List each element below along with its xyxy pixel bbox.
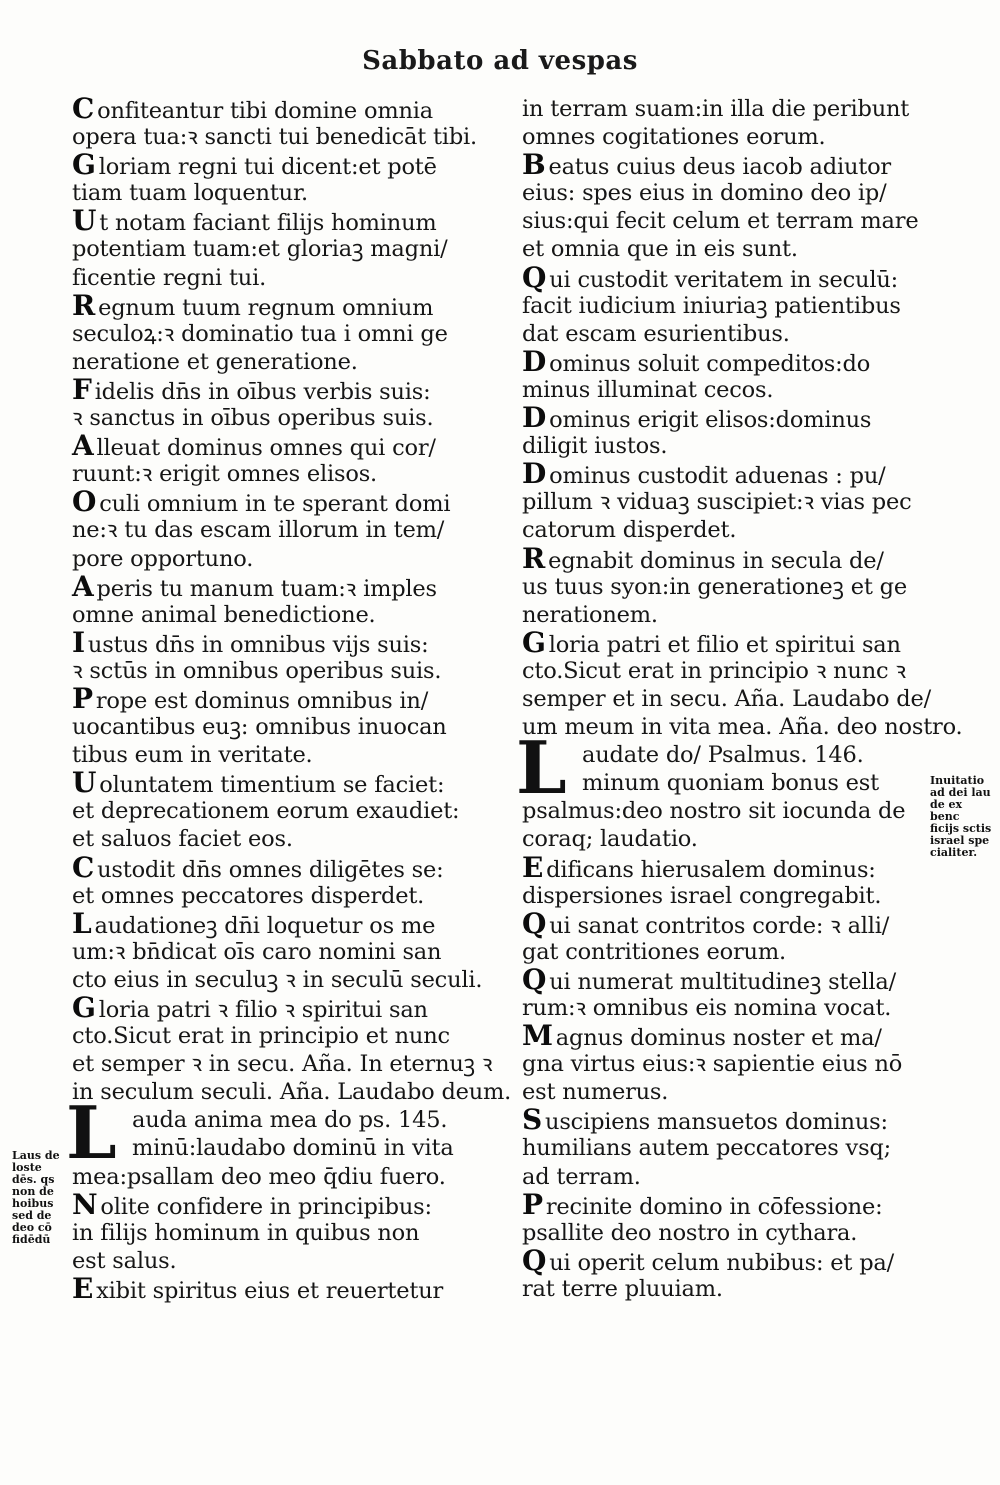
text-line [522, 123, 924, 151]
line-text: et deprecationem eorum exaudiet: [72, 798, 460, 825]
line-text: et semper ꝛ in secu. Aña. In eternuꝫ ꝛ [72, 1051, 493, 1078]
text-line [72, 713, 482, 741]
verse-initial: D [522, 401, 547, 435]
verse-initial: D [522, 457, 547, 491]
line-text: psalmus:deo nostro sit iocunda de [522, 798, 906, 825]
line-text: ꝛ sanctus in oībus operibus suis. [72, 405, 434, 432]
text-line [522, 320, 924, 348]
line-text: cto.Sicut erat in principio ꝛ nunc ꝛ [522, 657, 906, 684]
margin-note-right: Inuitatio ad dei lau de ex benc ficijs sctis israel spe cialiter. [930, 774, 992, 859]
text-line [522, 401, 924, 435]
line-text: dat escam esurientibus. [522, 320, 790, 347]
line-text: rum:ꝛ omnibus eis nomina vocat. [522, 995, 892, 1021]
text-line [72, 460, 482, 488]
text-line [72, 569, 482, 603]
line-text: uscipiens mansuetos dominus: [545, 1109, 888, 1136]
text-line [72, 264, 482, 292]
verse-initial: Q [522, 962, 547, 996]
line-text: peris tu manum tuam:ꝛ imples [96, 575, 437, 602]
text-line [72, 797, 482, 825]
verse-initial: G [72, 148, 96, 182]
text-line [72, 825, 482, 853]
decorated-initial: L [516, 725, 567, 811]
line-text: et saluos faciet eos. [72, 826, 293, 853]
text-line [522, 994, 924, 1022]
line-text: agnus dominus noster et ma/ [555, 1025, 882, 1052]
line-text: cto.Sicut erat in principio et nunc [72, 1023, 450, 1050]
verse-initial: L [72, 906, 92, 940]
verse-initial: C [72, 92, 95, 125]
verse-initial: E [522, 850, 544, 884]
line-text: onfiteantur tibi domine omnia [97, 98, 433, 124]
line-text: in filijs hominum in quibus non [72, 1219, 420, 1246]
verse-initial: P [522, 1187, 543, 1221]
text-line [522, 516, 924, 544]
line-text: psallite deo nostro in cythara. [522, 1219, 858, 1246]
text-line [522, 769, 924, 797]
line-text: semper et in secu. Aña. Laudabo de/ [522, 685, 931, 712]
line-text: neratione et generatione. [72, 348, 358, 375]
line-text: dificans hierusalem dominus: [546, 856, 876, 883]
verse-initial: Q [522, 1243, 547, 1277]
text-line [72, 348, 482, 376]
line-text: omnes cogitationes eorum. [522, 124, 826, 151]
line-text: uocantibus euꝫ: omnibus inuocan [72, 714, 447, 741]
line-text: et omnes peccatores disperdet. [72, 882, 425, 909]
line-text: rat terre pluuiam. [522, 1275, 723, 1302]
verse-initial: U [72, 766, 97, 800]
line-text: tiam tuam loquentur. [72, 180, 308, 207]
text-line [72, 1271, 482, 1305]
text-line [72, 1078, 512, 1106]
text-line [522, 962, 924, 996]
text-line [522, 148, 924, 182]
text-line [72, 1247, 482, 1275]
line-text: culi omnium in te sperant domi [99, 491, 451, 518]
line-text: eius: spes eius in domino deo ip/ [522, 180, 887, 207]
text-line [72, 204, 482, 238]
text-line [522, 1050, 924, 1078]
line-text: ficentie regni tui. [72, 264, 267, 291]
line-text: coraq; laudatio. [522, 826, 698, 853]
line-text: egnum tuum regnum omnium [98, 294, 434, 321]
text-line [522, 882, 924, 910]
text-line [72, 1163, 482, 1191]
text-line [522, 1275, 924, 1303]
text-line [72, 850, 482, 884]
line-text: ustus dn̄s in omnibus vijs suis: [87, 631, 429, 658]
text-line [522, 685, 931, 713]
left-column [66, 92, 512, 1305]
text-line [522, 260, 924, 294]
text-line [72, 92, 482, 125]
line-text: tibus eum in veritate. [72, 742, 313, 769]
text-line [72, 1022, 482, 1050]
text-line [72, 288, 482, 322]
verse-initial: G [522, 625, 546, 659]
line-text: ne:ꝛ tu das escam illorum in tem/ [72, 517, 445, 544]
text-line [72, 681, 482, 715]
text-line [72, 148, 482, 182]
line-text: ominus soluit compeditos:do [549, 350, 871, 377]
text-line [522, 797, 924, 825]
line-text: loria patri et filio et spiritui san [548, 631, 901, 658]
running-head: Sabbato ad vespas [362, 46, 638, 76]
line-text: ustodit dn̄s omnes diligētes se: [97, 856, 444, 883]
line-text: um:ꝛ bn̄dicat oīs caro nomini san [72, 938, 442, 965]
text-line [522, 541, 924, 575]
text-line [522, 573, 924, 601]
text-line [72, 372, 482, 406]
text-line [72, 320, 482, 348]
verse-initial: R [522, 541, 546, 575]
line-text: mea:psallam deo meo q̄diu fuero. [72, 1163, 446, 1190]
line-text: humilians autem peccatores vsq; [522, 1135, 891, 1162]
line-text: diligit iustos. [522, 433, 668, 460]
verse-initial: G [72, 991, 96, 1024]
text-line [522, 432, 924, 460]
line-text: ad terram. [522, 1163, 641, 1190]
line-text: ui operit celum nubibus: et pa/ [549, 1249, 895, 1276]
line-text: ui custodit veritatem in seculū: [549, 266, 899, 293]
text-line [522, 906, 924, 940]
line-text: seculoꝝ:ꝛ dominatio tua i omni ge [72, 320, 448, 347]
line-text: dispersiones israel congregabit. [522, 882, 882, 909]
line-text: ui numerat multitudineꝫ stella/ [549, 968, 896, 995]
text-line [72, 1134, 482, 1162]
line-text: gat contritiones eorum. [522, 938, 786, 965]
line-text: et omnia que in eis sunt. [522, 236, 798, 263]
verse-initial: I [72, 625, 85, 659]
text-line [522, 376, 924, 404]
verse-initial: A [72, 429, 94, 463]
verse-initial: N [72, 1187, 98, 1221]
text-line [522, 938, 924, 966]
text-line [72, 991, 482, 1024]
line-text: rope est dominus omnibus in/ [95, 687, 429, 714]
text-line [522, 1163, 924, 1191]
text-line [72, 741, 482, 769]
text-line [522, 1019, 924, 1053]
line-text: ui sanat contritos corde: ꝛ alli/ [549, 912, 890, 939]
text-line [72, 966, 482, 994]
line-text: us tuus syon:in generationeꝫ et ge [522, 573, 907, 600]
text-line [72, 485, 482, 519]
text-line [522, 1103, 924, 1137]
margin-note-left: Laus de loste dēs. qs non de hoibus sed de deo cō fidēdū [12, 1149, 60, 1246]
line-text: in seculum seculi. Aña. Laudabo deum. [72, 1079, 512, 1106]
text-line [522, 657, 924, 685]
line-text: loriam regni tui dicent:et potē [98, 154, 437, 181]
line-text: idelis dn̄s in oībus verbis suis: [94, 378, 431, 405]
text-line [522, 457, 924, 491]
line-text: gna virtus eius:ꝛ sapientie eius nō [522, 1051, 903, 1078]
line-text: um meum in vita mea. Aña. deo nostro. [522, 714, 963, 741]
text-line [522, 1243, 924, 1277]
line-text: recinite domino in cōfessione: [545, 1193, 883, 1220]
verse-initial: B [522, 148, 546, 182]
line-text: t notam faciant filijs hominum [99, 210, 437, 237]
text-line [522, 601, 924, 629]
text-line [72, 1187, 482, 1221]
line-text: est salus. [72, 1247, 177, 1274]
text-line [72, 882, 482, 910]
line-text: lleuat dominus omnes qui cor/ [96, 435, 436, 462]
line-text: audationeꝫ dn̄i loquetur os me [94, 912, 436, 939]
verse-initial: P [72, 681, 93, 715]
text-line [72, 429, 482, 463]
line-text: eatus cuius deus iacob adiutor [548, 154, 891, 181]
line-text: pillum ꝛ viduaꝫ suscipiet:ꝛ vias pec [522, 489, 912, 516]
decorated-initial: L [66, 1090, 117, 1176]
text-line [72, 1219, 482, 1247]
text-line [522, 825, 924, 853]
line-text: opera tua:ꝛ sancti tui benedicāt tibi. [72, 124, 477, 151]
line-text: facit iudicium iniuriaꝫ patientibus [522, 292, 901, 319]
text-line [522, 488, 924, 516]
text-line [72, 601, 482, 629]
line-text: nerationem. [522, 601, 658, 628]
line-text: catorum disperdet. [522, 517, 737, 544]
line-text: olite confidere in principibus: [100, 1193, 432, 1220]
text-line [522, 235, 924, 263]
text-line [522, 344, 924, 378]
text-line [72, 545, 482, 573]
text-line [522, 1134, 924, 1162]
line-text: sius:qui fecit celum et terram mare [522, 208, 919, 235]
text-line [72, 404, 482, 432]
verse-initial: D [522, 344, 547, 378]
text-line [72, 906, 482, 940]
text-line [522, 292, 924, 320]
line-text: pore opportuno. [72, 545, 254, 572]
line-text: est numerus. [522, 1079, 669, 1106]
line-text: minum quoniam bonus est [582, 770, 879, 797]
line-text: minū:laudabo dominū in vita [132, 1135, 454, 1162]
line-text: oluntatem timentium se faciet: [99, 772, 445, 799]
line-text: in terram suam:in illa die peribunt [522, 96, 910, 122]
line-text: loria patri ꝛ filio ꝛ spiritui san [98, 997, 428, 1023]
text-line [72, 938, 482, 966]
verse-initial: O [72, 485, 97, 519]
text-line [522, 1187, 924, 1221]
verse-initial: S [522, 1103, 543, 1137]
line-text: ominus erigit elisos:dominus [549, 407, 872, 434]
verse-initial: A [72, 569, 94, 603]
verse-initial: E [72, 1271, 94, 1305]
line-text: cto eius in seculuꝫ ꝛ in seculū seculi. [72, 966, 483, 993]
text-line [72, 657, 482, 685]
text-line [72, 766, 482, 800]
line-text: potentiam tuam:et gloriaꝫ magni/ [72, 236, 448, 263]
line-text: minus illuminat cecos. [522, 376, 774, 403]
line-text: audate do/ Psalmus. 146. [582, 742, 864, 769]
text-line [72, 123, 482, 151]
line-text: xibit spiritus eius et reuertetur [96, 1277, 444, 1304]
text-line [72, 625, 482, 659]
verse-initial: Q [522, 260, 547, 294]
text-line [522, 850, 924, 884]
line-text: auda anima mea do ps. 145. [132, 1107, 448, 1134]
text-line [72, 1050, 493, 1078]
verse-initial: R [72, 288, 96, 322]
text-line [522, 625, 924, 659]
verse-initial: U [72, 204, 97, 238]
text-line [522, 207, 924, 235]
text-line [72, 235, 482, 263]
text-line [72, 179, 482, 207]
line-text: egnabit dominus in secula de/ [548, 547, 884, 574]
verse-initial: Q [522, 906, 547, 940]
text-line [522, 179, 924, 207]
verse-initial: M [522, 1019, 553, 1053]
verse-initial: F [72, 372, 92, 406]
text-line [522, 1078, 924, 1106]
line-text: ruunt:ꝛ erigit omnes elisos. [72, 461, 378, 488]
verse-initial: C [72, 850, 95, 884]
text-line [522, 1219, 924, 1247]
line-text: omne animal benedictione. [72, 601, 376, 628]
text-line [522, 95, 924, 123]
text-line [522, 713, 963, 741]
text-line [72, 516, 482, 544]
line-text: ꝛ sctūs in omnibus operibus suis. [72, 657, 442, 684]
line-text: ominus custodit aduenas : pu/ [549, 463, 886, 490]
